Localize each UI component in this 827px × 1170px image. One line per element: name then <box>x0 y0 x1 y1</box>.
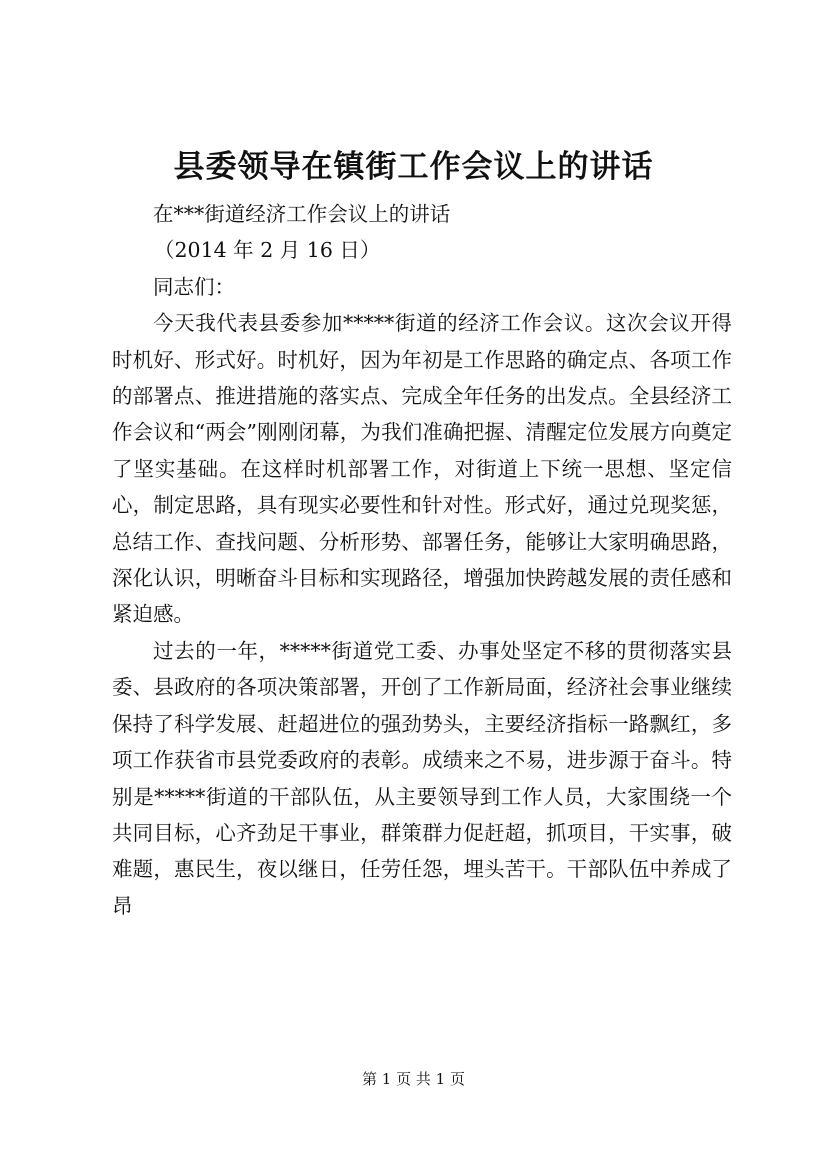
document-body <box>112 196 732 924</box>
speech-subtitle: 在***街道经济工作会议上的讲话 <box>153 202 451 226</box>
salutation: 同志们： <box>153 274 235 299</box>
document-title: 县委领导在镇街工作会议上的讲话 <box>173 149 654 185</box>
page-number-footer: 第 1 页 共 1 页 <box>362 1070 465 1088</box>
speech-date: （2014 年 2 月 16 日） <box>154 238 381 263</box>
body-paragraph: 过去的一年，*****街道党工委、办事处坚定不移的贯彻落实县委、县政府的各项决策部署，开创了工作新局面，经济社会事业继续保持了科学发展、赶超进位的强劲势头，主要经济指标一路飘红，多项工作获省市县党委政府的表彰。成绩来之不易，进步源于奋斗。特别是*****街道的干部队伍，从主要领导到工作人员，大家围绕一个共同目标，心齐劲足干事业，群策群力促赶超，抓项目，干实事，破难题，惠民生，夜以继日，任劳任怨，埋头苦干。干部队伍中养成了昂 <box>112 638 732 918</box>
body-paragraph: 今天我代表县委参加*****街道的经济工作会议。这次会议开得时机好、形式好。时机好，因为年初是工作思路的确定点、各项工作的部署点、推进措施的落实点、完成全年任务的出发点。全县经济工作会议和“两会”刚刚闭幕，为我们准确把握、清醒定位发展方向奠定了坚实基础。在这样时机部署工作，对街道上下统一思想、坚定信心，制定思路，具有现实必要性和针对性。形式好，通过兑现奖惩，总结工作、查找问题、分析形势、部署任务，能够让大家明确思路，深化认识，明晰奋斗目标和实现路径，增强加快跨越发展的责任感和紧迫感。 <box>112 311 732 627</box>
